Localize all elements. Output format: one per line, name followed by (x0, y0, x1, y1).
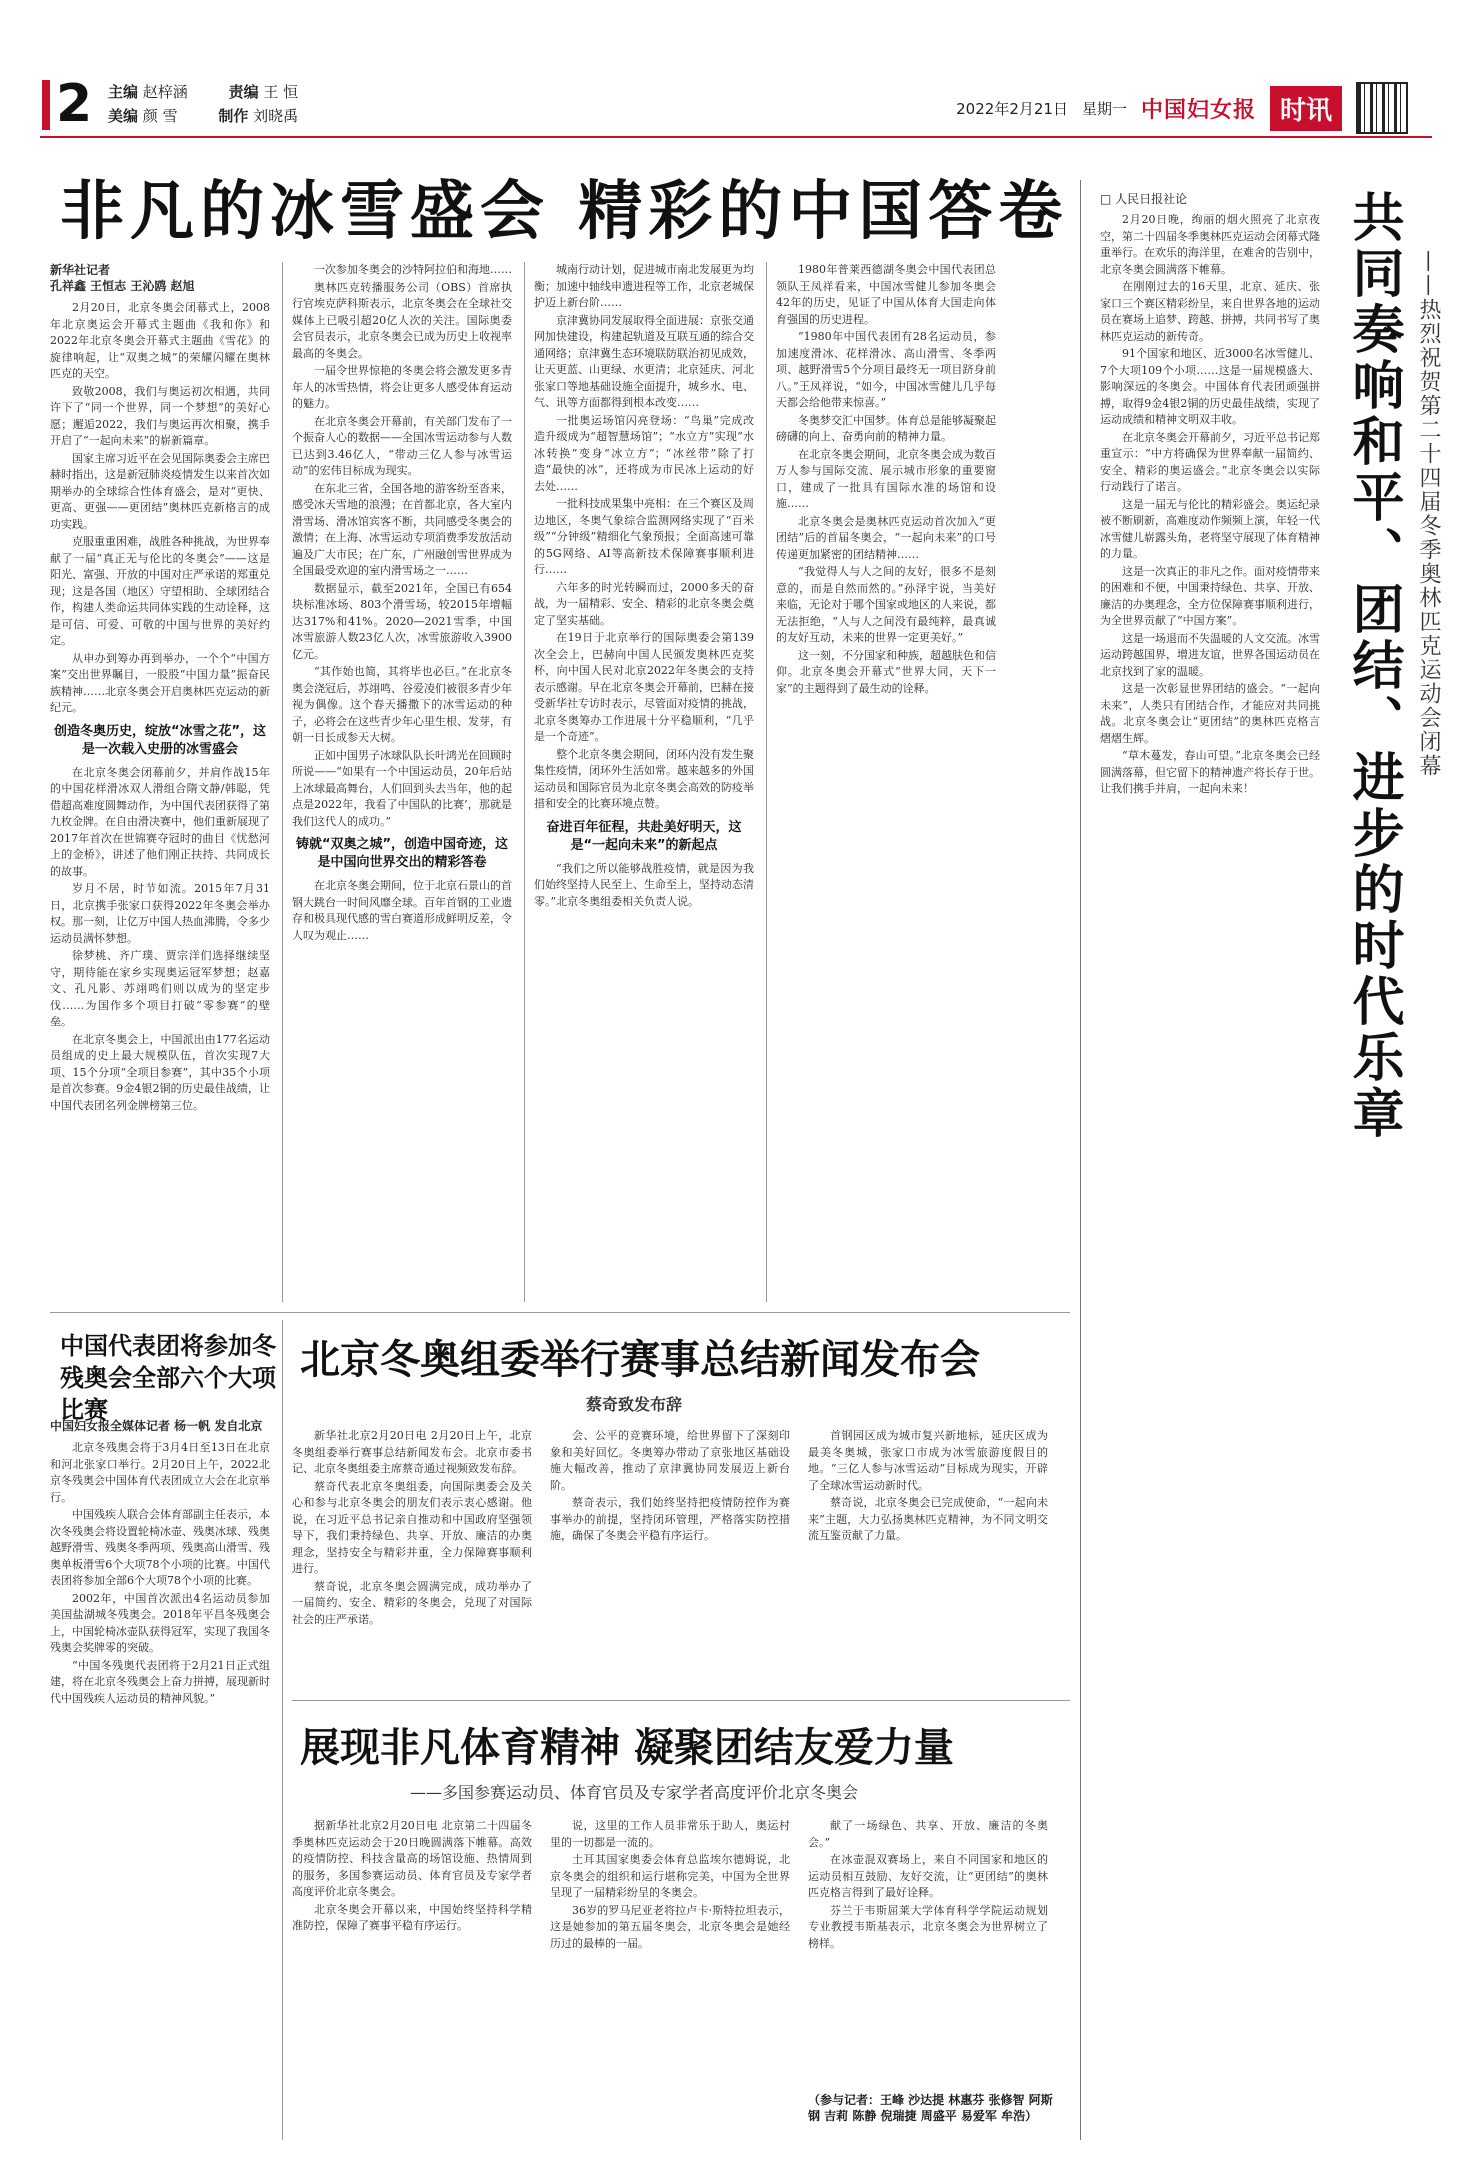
column-divider (766, 262, 767, 1302)
story2-headline: 北京冬奥组委举行赛事总结新闻发布会 (300, 1337, 980, 1383)
commentary-body: 2月20日晚，绚丽的烟火照亮了北京夜空，第二十四届冬季奥林匹克运动会闭幕式隆重举行。在欢乐的海洋里，在难舍的告别中，北京冬奥会圆满落下帷幕。 在刚刚过去的16天里，北京、延庆、张家口三个赛区精彩纷呈，来自世界各地的运动员在赛场上追梦、跨越、拼搏，共同书写了奥林匹克运动的新传奇。 91个国家和地区、近3000名冰雪健儿、7个大项109个小项……这是一届规模盛大、影响深远的冬奥会。中国体育代表团顽强拼搏，取得9金4银2铜的历史最佳战绩，实现了运动成绩和精神文明双丰收。 在北京冬奥会开幕前夕，习近平总书记郑重宣示：“中方将确保为世界奉献一届简约、安全、精彩的奥运盛会。”北京冬奥会以实际行动践行了诺言。 这是一届无与伦比的精彩盛会。奥运纪录被不断刷新，高难度动作频频上演，年轻一代冰雪健儿崭露头角，老将坚守展现了体育精神的力量。 这是一次真正的非凡之作。面对疫情带来的困难和不便，中国秉持绿色、共享、开放、廉洁的办奥理念，全方位保障赛事顺利进行，为全世界贡献了“中国方案”。 这是一场退而不失温暖的人文交流。冰雪运动跨越国界，增进友谊，世界各国运动员在北京找到了家的温暖。 这是一次彰显世界团结的盛会。“一起向未来”，人类只有团结合作，才能应对共同挑战。北京冬奥会让“更团结”的奥林匹克格言熠熠生辉。 “草木蔓发，春山可望。”北京冬奥会已经圆满落幕，但它留下的精神遗产将长存于世。让我们携手并肩，一起向未来！ (1100, 213, 1320, 795)
header-divider (40, 136, 1432, 138)
story2-col-3: 首钢园区成为城市复兴新地标，延庆区成为最美冬奥城，张家口市成为冰雪旅游度假目的地。“三亿人参与冰雪运动”目标成为现实，开辟了全球冰雪运动新时代。 蔡奇说，北京冬奥会已完成使命，“一起向未来”主题，大力弘扬奥林匹克精神，为不同文明交流互鉴贡献了力量。 (808, 1429, 1048, 1542)
qr-code-icon (1356, 82, 1408, 134)
page-number: 2 (56, 74, 93, 134)
subhead-2: 铸就“双奥之城”，创造中国奇迹，这是中国向世界交出的精彩答卷 (295, 837, 509, 870)
subhead-3: 奋进百年征程，共赴美好明天，这是“一起向未来”的新起点 (546, 819, 742, 853)
section-label: 时讯 (1270, 86, 1342, 131)
side-headline: 中国代表团将参加冬残奥会全部六个大项比赛 (60, 1332, 276, 1424)
story2-col-1: 新华社北京2月20日电 2月20日上午，北京冬奥组委举行赛事总结新闻发布会。北京市委书记、北京冬奥组委主席蔡奇通过视频致发布辞。 蔡奇代表北京冬奥组委，向国际奥委会及关心和参与北京冬奥会的朋友们表示衷心感谢。他说，在习近平总书记亲自推动和中国政府坚强领导下，我们秉持绿色、共享、开放、廉洁的办奥理念，坚持安全与精彩并重，全力保障赛事顺利进行。 蔡奇说，北京冬奥会圆满完成，成功举办了一届简约、安全、精彩的冬奥会，兑现了对国际社会的庄严承诺。 (292, 1429, 532, 1626)
main-headline: 非凡的冰雪盛会 精彩的中国答卷 (60, 175, 1069, 249)
main-story-col-1: 新华社记者 孔祥鑫 王恒志 王沁鸥 赵旭 2月20日，北京冬奥会闭幕式上，2008年北京奥运会开幕式主题曲《我和你》和2022年北京冬奥会开幕式主题曲《雪花》的旋律响起，让“双奥之城”的荣耀闪耀在奥林匹克的天空。 致敬2008，我们与奥运初次相遇，共同许下了“同一个世界，同一个梦想”的美好心愿；邂逅2022，我们与奥运再次相聚，携手开启了“一起向未来”的崭新篇章。 国家主席习近平在会见国际奥委会主席巴赫时指出，这是新冠肺炎疫情发生以来首次如期举办的全球综合性体育盛会，是对“更快、更高、更强——更团结”奥林匹克新格言的成功实践。 克服重重困难，战胜各种挑战，为世界奉献了一届“真正无与伦比的冬奥会”——这是阳光、富强、开放的中国对庄严承诺的郑重兑现；这是各国（地区）守望相助、全球团结合作，构建人类命运共同体实践的生动诠释，这是可信、可爱、可敬的中国与世界的美好约定。 从申办到筹办再到举办，一个个“中国方案”交出世界瞩目，一股股“中国力量”振奋民族精神……北京冬奥会开启奥林匹克运动的新纪元。 创造冬奥历史，绽放“冰雪之花”，这是一次载入史册的冰雪盛会 在北京冬奥会闭幕前夕，并肩作战15年的中国花样滑冰双人滑组合隋文静/韩聪，凭借超高难度圆舞动作，为中国代表团获得了第九枚金牌。在自由滑决赛中，他们重新展现了2017年首次在世锦赛夺冠时的曲目《忧愁河上的金桥》，讲述了他们刚正扶持、共同成长的故事。 岁月不居，时节如流。2015年7月31日，北京携手张家口获得2022年冬奥会举办权。那一刻，让亿万中国人热血沸腾，令多少运动员满怀梦想。 徐梦桃、齐广璞、贾宗洋们选择继续坚守，期待能在家乡实现奥运冠军梦想；赵嘉文、孔凡影、苏翊鸣们则以成为的坚定步伐……为国作多个项目打破“零参赛”的壁垒。 在北京冬奥会上，中国派出由177名运动员组成的史上最大规模队伍，首次实现7大项、15个分项“全项目参赛”，其中35个小项是首次参赛。9金4银2铜的历史最佳战绩，让中国代表团名列金牌榜第三位。 (50, 263, 270, 1112)
story3-col-1: 据新华社北京2月20日电 北京第二十四届冬季奥林匹克运动会于20日晚圆满落下帷幕。高效的疫情防控、科技含量高的场馆设施、热情周到的服务，多国参赛运动员、体育官员及专家学者高度评价北京冬奥会。 北京冬奥会开幕以来，中国始终坚持科学精准防控，保障了赛事平稳有序运行。 (292, 1819, 532, 1932)
credit-producer: 制作 刘晓禹 (218, 107, 299, 125)
main-story-col-3: 城南行动计划，促进城市南北发展更为均衡；加速中轴线申遗进程等工作，北京老城保护迈上新台阶…… 京津冀协同发展取得全面进展：京张交通网加快建设，构建起轨道及互联互通的综合交通网络；京津冀生态环境联防联治初见成效，让天更蓝、山更绿、水更清；北京延庆、河北张家口等地基础设施全面提升，城乡水、电、气、讯等方面都得到根本改变…… 一批奥运场馆闪亮登场：“鸟巢”完成改造升级成为“超智慧场馆”；“水立方”实现“水冰转换”变身“冰立方”；“冰丝带”除了打造“最快的冰”，还将成为市民冰上运动的好去处…… 一批科技成果集中亮相：在三个赛区及周边地区，冬奥气象综合监测网络实现了“百米级”“分钟级”精细化气象预报；全面高速可靠的5G网络、AI等高新技术保障赛事顺利进行…… 六年多的时光转瞬而过，2000多天的奋战，为一届精彩、安全、精彩的北京冬奥会奠定了坚实基础。 在19日于北京举行的国际奥委会第139次全会上，巴赫向中国人民颁发奥林匹克奖杯，向中国人民对北京2022年冬奥会的支持表示感谢。早在北京冬奥会开幕前，巴赫在接受新华社专访时表示，尽管面对疫情的挑战，北京冬奥筹办工作进展十分平稳顺利，“几乎是一个奇迹”。 整个北京冬奥会期间，闭环内没有发生聚集性疫情，闭环外生活如常。越来越多的外国运动员和国际官员为北京冬奥会高效的防疫举措和安全的比赛环境点赞。 奋进百年征程，共赴美好明天，这是“一起向未来”的新起点 “我们之所以能够战胜疫情，就是因为我们始终坚持人民至上、生命至上，坚持动态清零。”北京冬奥组委相关负责人说。 (534, 263, 754, 908)
issue-date: 2022年2月21日 (956, 99, 1068, 118)
main-story-col-4: 1980年普莱西德湖冬奥会中国代表团总领队王凤祥看来，中国冰雪健儿参加冬奥会42年的历史，见证了中国从体育大国走向体育强国的历史进程。 “1980年中国代表团有28名运动员，参加速度滑冰、花样滑冰、高山滑雪、冬季两项、越野滑雪5个分项目最终无一项目跻身前八。”王凤祥说，“如今，中国冰雪健儿几乎每天都会给他带来惊喜。” 冬奥梦交汇中国梦。体育总是能够凝聚起磅礴的向上、奋勇向前的精神力量。 在北京冬奥会期间，北京冬奥会成为数百万人参与国际交流、展示城市形象的重要窗口，建成了一批具有国际水准的场馆和设施…… 北京冬奥会是奥林匹克运动首次加入“更团结”后的首届冬奥会，“一起向未来”的口号传递更加紧密的团结精神…… “我觉得人与人之间的友好，很多不是刻意的，而是自然而然的。”孙泽宇说，当美好来临，无论对于哪个国家或地区的人来说，都无法拒绝，“人与人之间没有最纯粹，最真诚的友好互动，未来的世界一定更美好。” 这一刻，不分国家和种族，超越肤色和信仰。北京冬奥会开幕式“世界大同，天下一家”的主题得到了最生动的诠释。 (776, 263, 996, 695)
story3-headline: 展现非凡体育精神 凝聚团结友爱力量 (300, 1725, 954, 1771)
header-meta (956, 80, 1408, 136)
commentary-headline: 共同奏响和平、团结、进步的时代乐章 (1343, 190, 1403, 1142)
checkbox-icon: □ (1100, 192, 1112, 206)
page-number-accent (42, 80, 50, 130)
page-header (0, 0, 1472, 138)
credit-editor: 责编 王 恒 (228, 83, 299, 101)
story3-subheadline: ——多国参赛运动员、体育官员及专家学者高度评价北京冬奥会 (410, 1783, 859, 1802)
main-story-col-2: 一次参加冬奥会的沙特阿拉伯和海地…… 奥林匹克转播服务公司（OBS）首席执行官埃克萨科斯表示，北京冬奥会在全球社交媒体上已吸引超20亿人次的关注。国际奥委会官员表示，北京冬奥会已成为历史上收视率最高的冬奥会。 一届令世界惊艳的冬奥会将会激发更多青年人的冰雪热情，将会让更多人感受体育运动的魅力。 在北京冬奥会开幕前，有关部门发布了一个振奋人心的数据——全国冰雪运动参与人数已达到3.46亿人，“带动三亿人参与冰雪运动”的宏伟目标成为现实。 在东北三省，全国各地的游客纷至沓来，感受冰天雪地的浪漫；在首都北京，各大室内滑雪场、滑冰馆宾客不断，共同感受冬奥会的激情；在上海、冰雪运动专项消费季发放活动遍及广大市民；在广东，广州融创雪世界成为全国最受欢迎的室内滑雪场之一…… 数据显示，截至2021年，全国已有654块标准冰场、803个滑雪场，较2015年增幅达317%和41%。2020—2021雪季，中国冰雪旅游人数23亿人次，冰雪旅游收入3900亿元。 “其作始也简，其将毕也必巨。”在北京冬奥会浇冠后，苏翊鸣、谷爱凌们被很多青少年视为偶像。这个春天播撒下的冰雪运动的种子，必将会在这些青少年心里生根、发芽，有朝一日长成参天大树。 正如中国男子冰球队队长叶鸿光在回顾时所说——“如果有一个中国运动员，20年后站上冰球最高舞台，人们回到头去当年，他的起点是2022年，我看了中国队的比赛’，那就是我们这代人的成功。” 铸就“双奥之城”，创造中国奇迹，这是中国向世界交出的精彩答卷 在北京冬奥会期间，位于北京石景山的首钢大跳台一时间风靡全球。百年首钢的工业遗存和极具现代感的雪白赛道形成鲜明反差，令人叹为观止…… (292, 263, 512, 942)
column-divider (282, 262, 283, 1302)
section-divider (1080, 180, 1081, 2140)
story3-col-3: 献了一场绿色、共享、开放、廉洁的冬奥会。” 在冰壶混双赛场上，来自不同国家和地区的运动员相互鼓励、友好交流，让“更团结”的奥林匹克格言得到了最好诠释。 芬兰于韦斯屈莱大学体育科学学院运动规划专业教授韦斯基表示，北京冬奥会为世界树立了榜样。 (808, 1819, 1048, 1950)
story2-col-2: 会、公平的竞赛环境，给世界留下了深刻印象和美好回忆。冬奥筹办带动了京张地区基础设施大幅改善，推动了京津冀协同发展迈上新台阶。 蔡奇表示，我们始终坚持把疫情防控作为赛事举办的前提，坚持闭环管理，严格落实防控措施，确保了冬奥会平稳有序运行。 (550, 1429, 790, 1542)
subhead-1: 创造冬奥历史，绽放“冰雪之花”，这是一次载入史册的冰雪盛会 (53, 723, 267, 757)
main-byline: 新华社记者 孔祥鑫 王恒志 王沁鸥 赵旭 (50, 263, 195, 293)
reporter-credits: （参与记者：王峰 沙达提 林惠芬 张修智 阿斯钢 吉莉 陈静 倪瑞捷 周盛平 易爱军 牟浩） (808, 2093, 1053, 2123)
credit-editor-in-chief: 主编 赵梓涵 (108, 83, 188, 101)
section-divider (50, 1312, 1070, 1313)
credit-designer: 美编 颜 雪 (108, 107, 178, 125)
commentary-label: □ 人民日报社论 (1100, 192, 1188, 206)
commentary-subheadline: ——热烈祝贺第二十四届冬季奥林匹克运动会闭幕 (1416, 250, 1441, 778)
section-divider (292, 1700, 1070, 1701)
story3-col-2: 说，这里的工作人员非常乐于助人，奥运村里的一切都是一流的。 土耳其国家奥委会体育总监埃尔德姆说，北京冬奥会的组织和运行堪称完美，中国为全世界呈现了一届精彩纷呈的冬奥会。 36岁的罗马尼亚老将拉卢卡·斯特拉坦表示，这是她参加的第五届冬奥会，北京冬奥会是她经历过的最棒的一届。 (550, 1819, 790, 1950)
story2-subheadline: 蔡奇致发布辞 (586, 1395, 683, 1414)
issue-weekday: 星期一 (1081, 99, 1127, 118)
editor-credits (108, 80, 334, 128)
column-divider (282, 1320, 283, 2140)
side-byline: 中国妇女报全媒体记者 杨一帆 发自北京 (50, 1419, 263, 1433)
brand-logo: 中国妇女报 (1140, 96, 1256, 123)
column-divider (524, 262, 525, 1302)
side-story-body: 中国妇女报全媒体记者 杨一帆 发自北京 北京冬残奥会将于3月4日至13日在北京和河北张家口举行。2月20日上午，2022北京冬残奥会中国体育代表团成立大会在北京举行。 中国残疾人联合会体育部副主任表示，本次冬残奥会将设置轮椅冰壶、残奥冰球、残奥越野滑雪、残奥冬季两项、残奥高山滑雪、残奥单板滑雪6个大项78个小项的比赛。中国代表团将参加全部6个大项78个小项的比赛。 2002年，中国首次派出4名运动员参加美国盐湖城冬残奥会。2018年平昌冬残奥会上，中国轮椅冰壶队获得冠军，实现了我国冬残奥会奖牌零的突破。 “中国冬残奥代表团将于2月21日正式组建，将在北京冬残奥会上奋力拼搏，展现新时代中国残疾人运动员的精神风貌。” (50, 1419, 270, 1705)
